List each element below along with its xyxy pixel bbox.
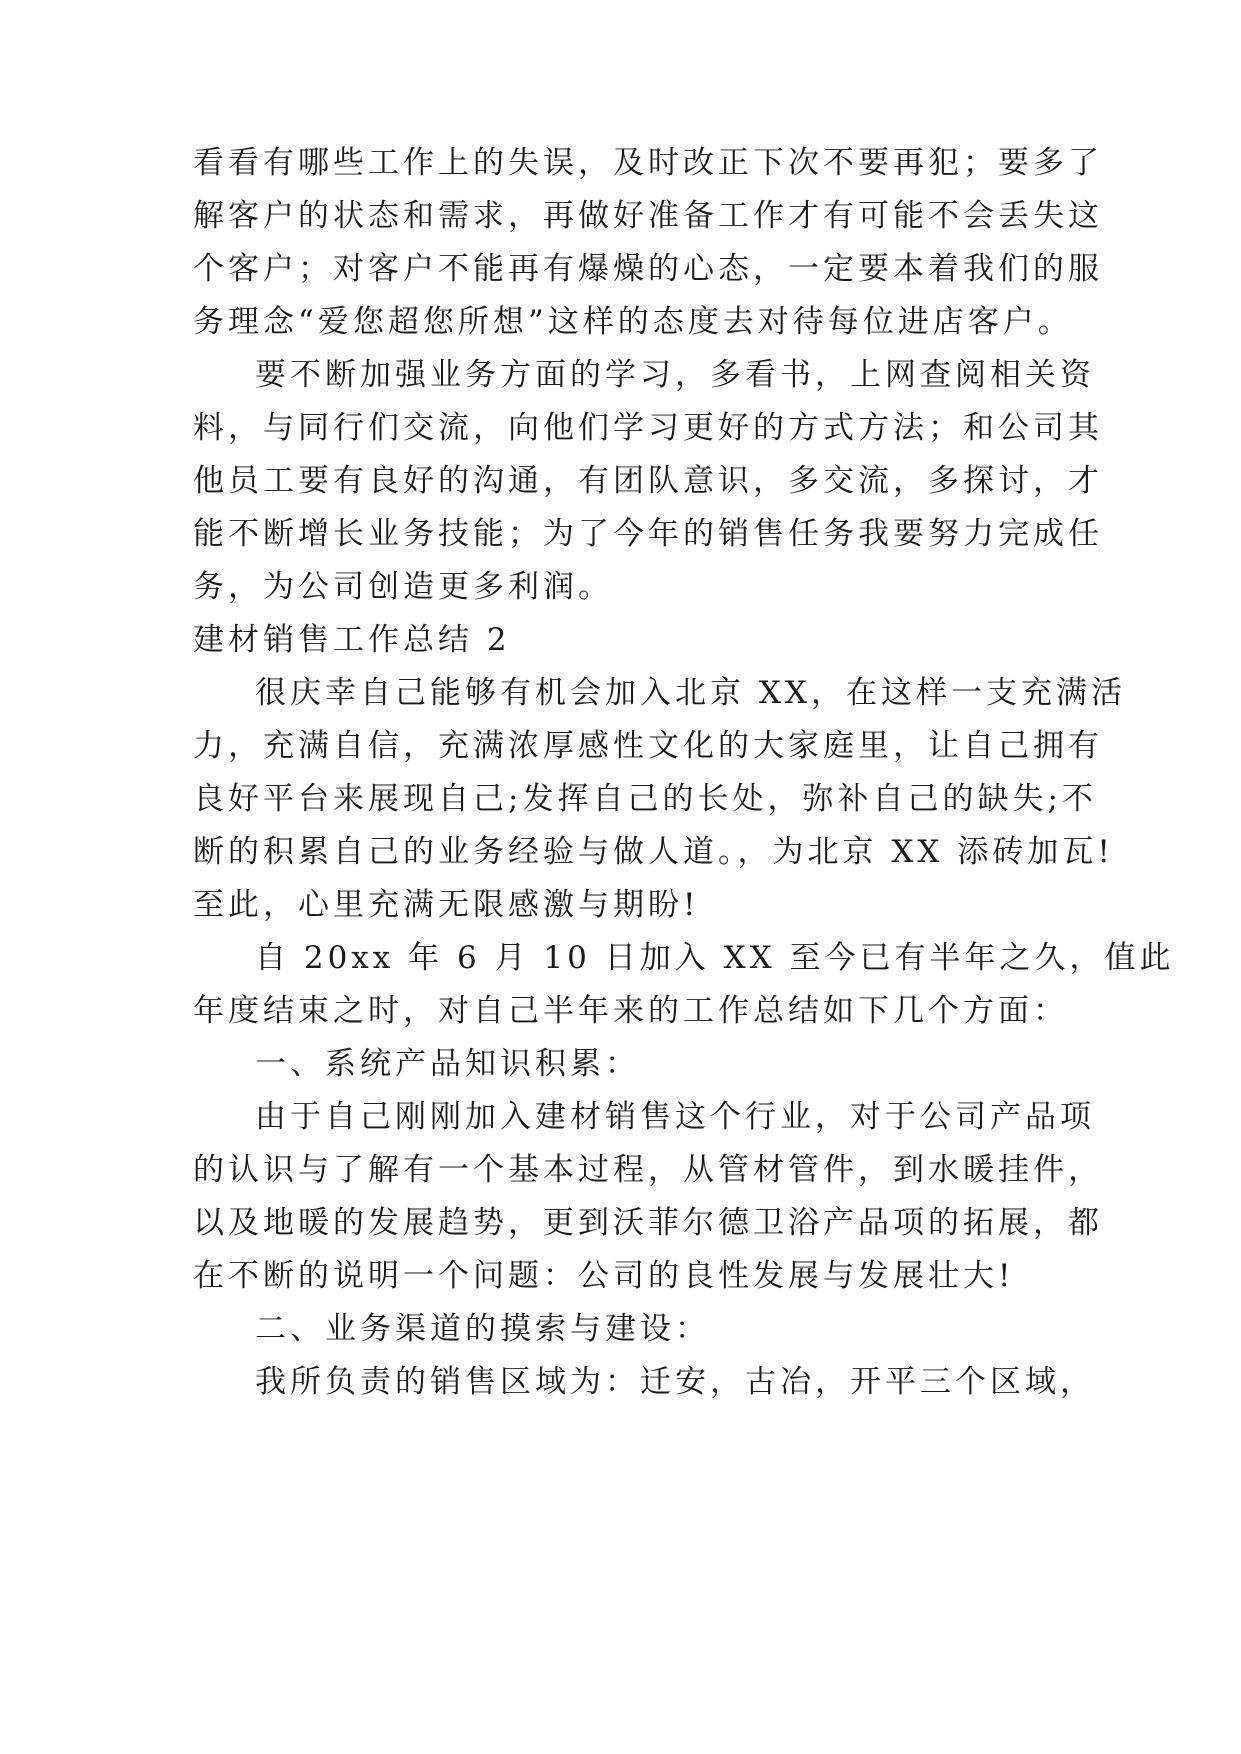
paragraph-line: 以及地暖的发展趋势，更到沃菲尔德卫浴产品项的拓展，都: [193, 1205, 1103, 1241]
paragraph-line: 务，为公司创造更多利润。: [193, 569, 613, 605]
subsection-heading: 一、系统产品知识积累：: [255, 1046, 640, 1082]
paragraph-line: 由于自己刚刚加入建材销售这个行业，对于公司产品项: [255, 1099, 1095, 1135]
paragraph-line: 的认识与了解有一个基本过程，从管材管件，到水暖挂件，: [193, 1152, 1103, 1188]
paragraph-line: 我所负责的销售区域为：迁安，古冶，开平三个区域，: [255, 1364, 1095, 1400]
paragraph-line: 良好平台来展现自己;发挥自己的长处，弥补自己的缺失;不: [193, 781, 1097, 817]
paragraph-line: 力，充满自信，充满浓厚感性文化的大家庭里，让自己拥有: [193, 728, 1103, 764]
paragraph-line: 自 20xx 年 6 月 10 日加入 XX 至今已有半年之久，值此: [255, 940, 1175, 976]
paragraph-line: 断的积累自己的业务经验与做人道。，为北京 XX 添砖加瓦!: [193, 834, 1114, 870]
subsection-heading: 二、业务渠道的摸索与建设：: [255, 1311, 710, 1347]
paragraph-line: 务理念“爱您超您所想”这样的态度去对待每位进店客户。: [193, 304, 1073, 340]
paragraph-line: 个客户；对客户不能再有爆燥的心态，一定要本着我们的服: [193, 251, 1103, 287]
section-heading: 建材销售工作总结 2: [193, 622, 511, 658]
paragraph-line: 至此，心里充满无限感激与期盼!: [193, 887, 700, 923]
paragraph-line: 料，与同行们交流，向他们学习更好的方式方法；和公司其: [193, 410, 1103, 446]
paragraph-line: 能不断增长业务技能；为了今年的销售任务我要努力完成任: [193, 516, 1103, 552]
paragraph-line: 解客户的状态和需求，再做好准备工作才有可能不会丢失这: [193, 198, 1103, 234]
paragraph-line: 很庆幸自己能够有机会加入北京 XX，在这样一支充满活: [255, 675, 1126, 711]
paragraph-line: 看看有哪些工作上的失误，及时改正下次不要再犯；要多了: [193, 145, 1103, 181]
paragraph-line: 他员工要有良好的沟通，有团队意识，多交流，多探讨，才: [193, 463, 1103, 499]
paragraph-line: 在不断的说明一个问题：公司的良性发展与发展壮大!: [193, 1258, 1015, 1294]
paragraph-line: 年度结束之时，对自己半年来的工作总结如下几个方面：: [193, 993, 1068, 1029]
paragraph-line: 要不断加强业务方面的学习，多看书，上网查阅相关资: [255, 357, 1095, 393]
